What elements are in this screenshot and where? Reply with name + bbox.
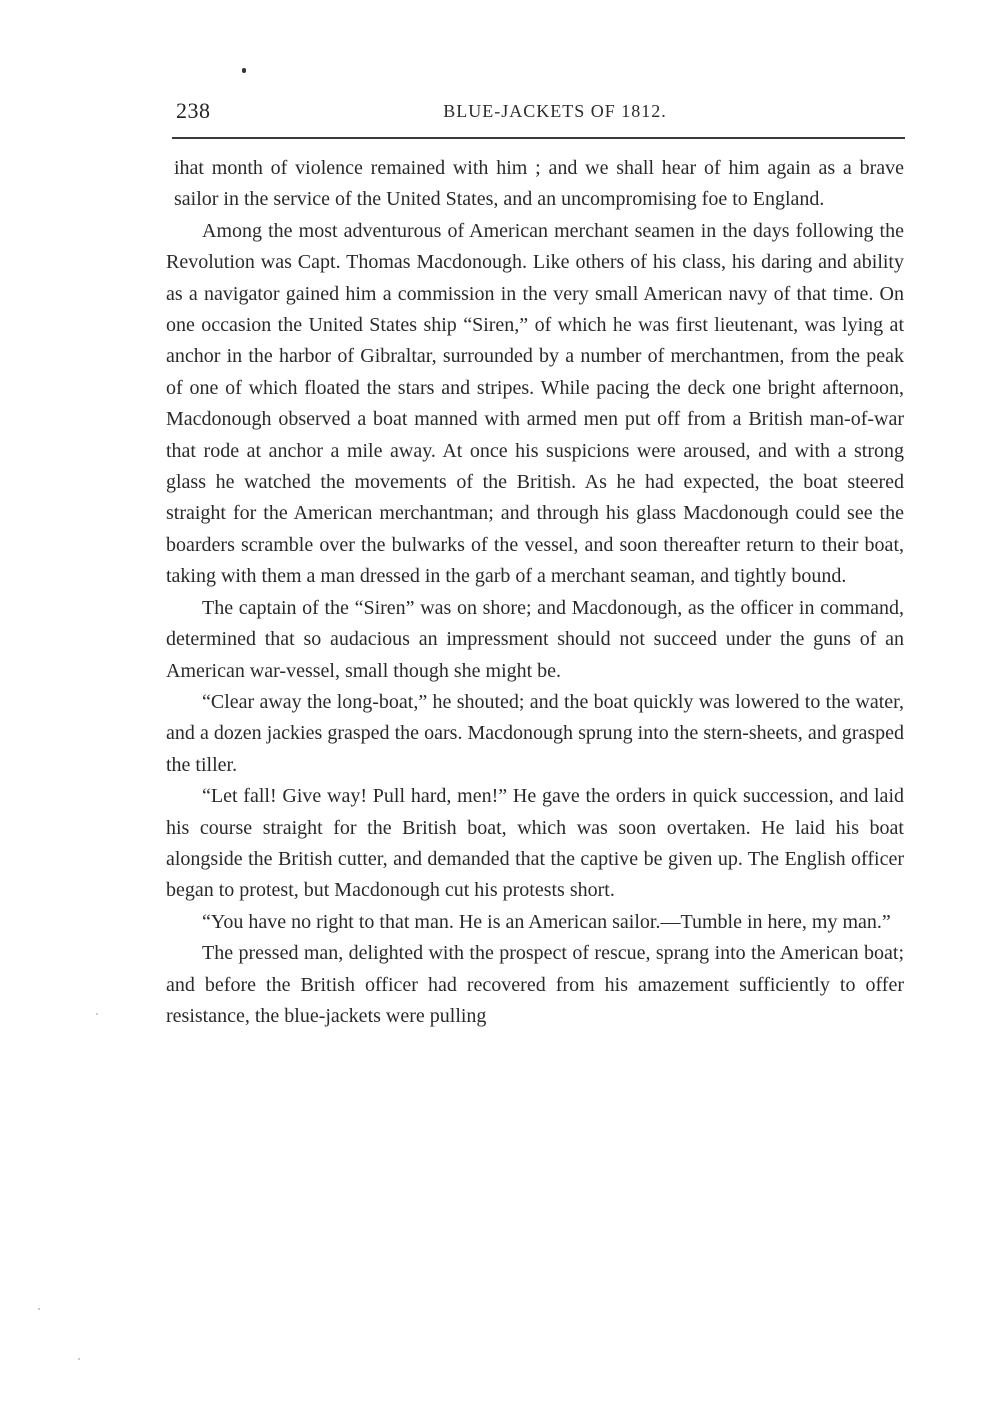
paper-speck	[78, 1358, 80, 1360]
ink-dot	[242, 68, 246, 73]
page-header	[176, 98, 904, 128]
running-title: BLUE-JACKETS OF 1812.	[443, 101, 667, 121]
paragraph-continuation: ihat month of violence remained with him ; and we shall hear of him again as a brave sailor in the service of the United States, and an uncompromising foe to England.	[174, 157, 904, 211]
paragraph-let-fall: “Let fall! Give way! Pull hard, men!” He gave the orders in quick succession, and laid his course straight for the British boat, which was soon overtaken. He laid his boat alongside the British cutter, and demanded that the captive be given up. The English officer began to protest, but Macdonough cut his protests short.	[166, 785, 904, 902]
paragraph-macdonough-intro: Among the most adventurous of American merchant seamen in the days following the Revolution was Capt. Thomas Macdonough. Like others of his class, his daring and ability as a navigator gained him a commission in the very small American navy of that time. On one occasion the United States ship “Siren,” of which he was first lieutenant, was lying at anchor in the harbor of Gibraltar, surrounded by a number of merchantmen, from the peak of one of which floated the stars and stripes. While pacing the deck one bright afternoon, Macdonough observed a boat manned with armed men put off from a British man-of-war that rode at anchor a mile away. At once his suspicions were aroused, and with a strong glass he watched the movements of the British. As he had expected, the boat steered straight for the American merchantman; and through his glass Macdonough could see the boarders scramble over the bulwarks of the vessel, and soon thereafter return to their boat, taking with them a man dressed in the garb of a merchant seaman, and tightly bound.	[166, 219, 904, 588]
paper-speck	[38, 1308, 40, 1310]
paragraph-pressed-man: The pressed man, delighted with the prospect of rescue, sprang into the American boat; and before the British officer had recovered from his amazement sufficiently to offer resistance, the blue-jackets were pulling	[166, 942, 904, 1027]
body-text	[166, 153, 904, 1032]
paragraph-clear-away: “Clear away the long-boat,” he shouted; and the boat quickly was lowered to the water, and a dozen jackies grasped the oars. Macdonough sprung into the stern-sheets, and grasped the tiller.	[166, 690, 904, 776]
paragraph-no-right: “You have no right to that man. He is an American sailor.—Tumble in here, my man.”	[202, 910, 891, 933]
paper-speck	[96, 1013, 98, 1015]
page-number: 238	[176, 98, 211, 123]
header-rule	[172, 137, 905, 139]
paragraph-captain-on-shore: The captain of the “Siren” was on shore; and Macdonough, as the officer in command, determined that so audacious an impressment should not succeed under the guns of an American war-vessel, small though she might be.	[166, 596, 904, 682]
